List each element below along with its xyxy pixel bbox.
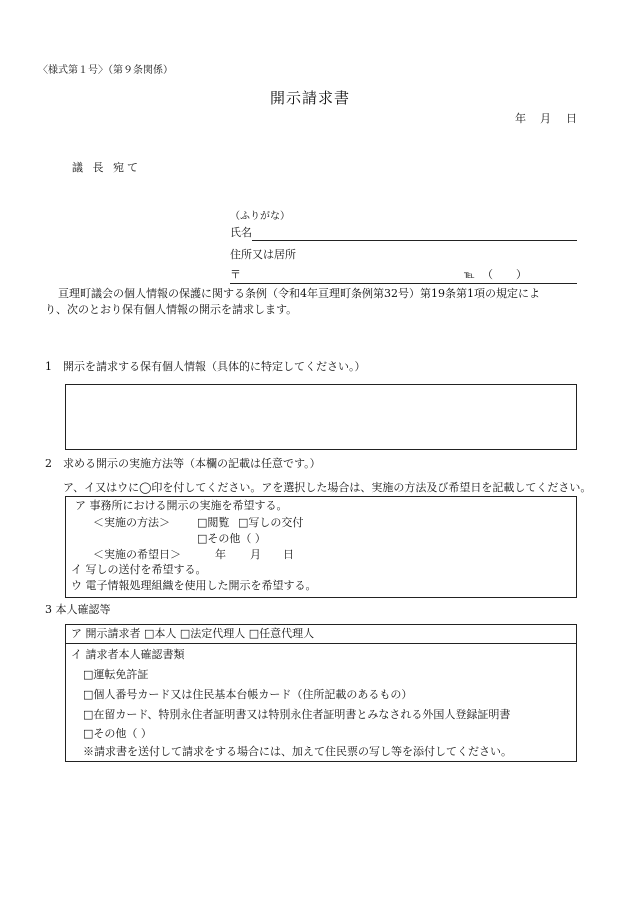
option-i[interactable]: イ 写しの送付を希望する。	[71, 563, 207, 576]
date-year-label: 年	[515, 112, 526, 125]
desired-date-day: 日	[283, 548, 294, 561]
method-view-checkbox[interactable]: □閲覧	[197, 516, 230, 529]
section3-heading: 3 本人確認等	[45, 603, 111, 616]
tel-label: ℡	[464, 270, 475, 281]
date-month-label: 月	[540, 112, 551, 125]
requester-type-row[interactable]: ア 開示請求者 □本人 □法定代理人 □任意代理人	[71, 627, 315, 640]
document-title: 開示請求書	[270, 89, 351, 107]
intro-line-2: り、次のとおり保有個人情報の開示を請求します。	[45, 303, 298, 316]
section2-instruction: ア、イ又はウに◯印を付してください。アを選択した場合は、実施の方法及び希望日を記載してください。	[63, 481, 592, 494]
doc-other[interactable]: □その他（ ）	[83, 727, 152, 740]
method-label: ＜実施の方法＞	[93, 516, 170, 529]
doc-drivers-license[interactable]: □運転免許証	[83, 668, 149, 681]
postal-mark: 〒	[230, 268, 241, 281]
method-other-checkbox[interactable]: □その他（ ）	[197, 532, 266, 545]
method-copy-checkbox[interactable]: □写しの交付	[238, 516, 304, 529]
addressee: 議 長 宛て	[72, 161, 141, 174]
section2-heading: 2 求める開示の実施方法等（本欄の記載は任意です。）	[45, 457, 321, 470]
id-docs-heading: イ 請求者本人確認書類	[71, 648, 185, 661]
date-day-label: 日	[566, 112, 577, 125]
option-u[interactable]: ウ 電子情報処理組織を使用した開示を希望する。	[71, 579, 317, 592]
address-underline	[230, 283, 577, 284]
tel-parens: （ ）	[482, 268, 533, 281]
section1-heading: 1 開示を請求する保有個人情報（具体的に特定してください。）	[45, 360, 366, 373]
doc-residence-card[interactable]: □在留カード、特別永住者証明書又は特別永住者証明書とみなされる外国人登録証明書	[83, 708, 511, 721]
mail-request-note: ※請求書を送付して請求をする場合には、加えて住民票の写し等を添付してください。	[83, 745, 512, 758]
desired-date-year: 年	[215, 548, 226, 561]
disclosure-method-box	[65, 496, 577, 598]
requested-info-box[interactable]	[65, 384, 577, 450]
intro-line-1: 亘理町議会の個人情報の保護に関する条例（令和4年亘理町条例第32号）第19条第1項の規定によ	[58, 287, 540, 300]
form-number: 〈様式第１号〉（第９条関係）	[38, 65, 173, 76]
requester-type-divider	[66, 643, 576, 644]
name-label: 氏名	[230, 226, 252, 239]
option-a[interactable]: ア 事務所における開示の実施を希望する。	[75, 499, 288, 512]
identity-verification-box	[65, 624, 577, 762]
name-underline	[252, 240, 577, 241]
doc-my-number-card[interactable]: □個人番号カード又は住民基本台帳カード（住所記載のあるもの）	[83, 688, 413, 701]
desired-date-label: ＜実施の希望日＞	[93, 548, 181, 561]
address-label: 住所又は居所	[230, 248, 296, 261]
desired-date-month: 月	[250, 548, 261, 561]
furigana-label: （ふりがな）	[230, 211, 290, 222]
